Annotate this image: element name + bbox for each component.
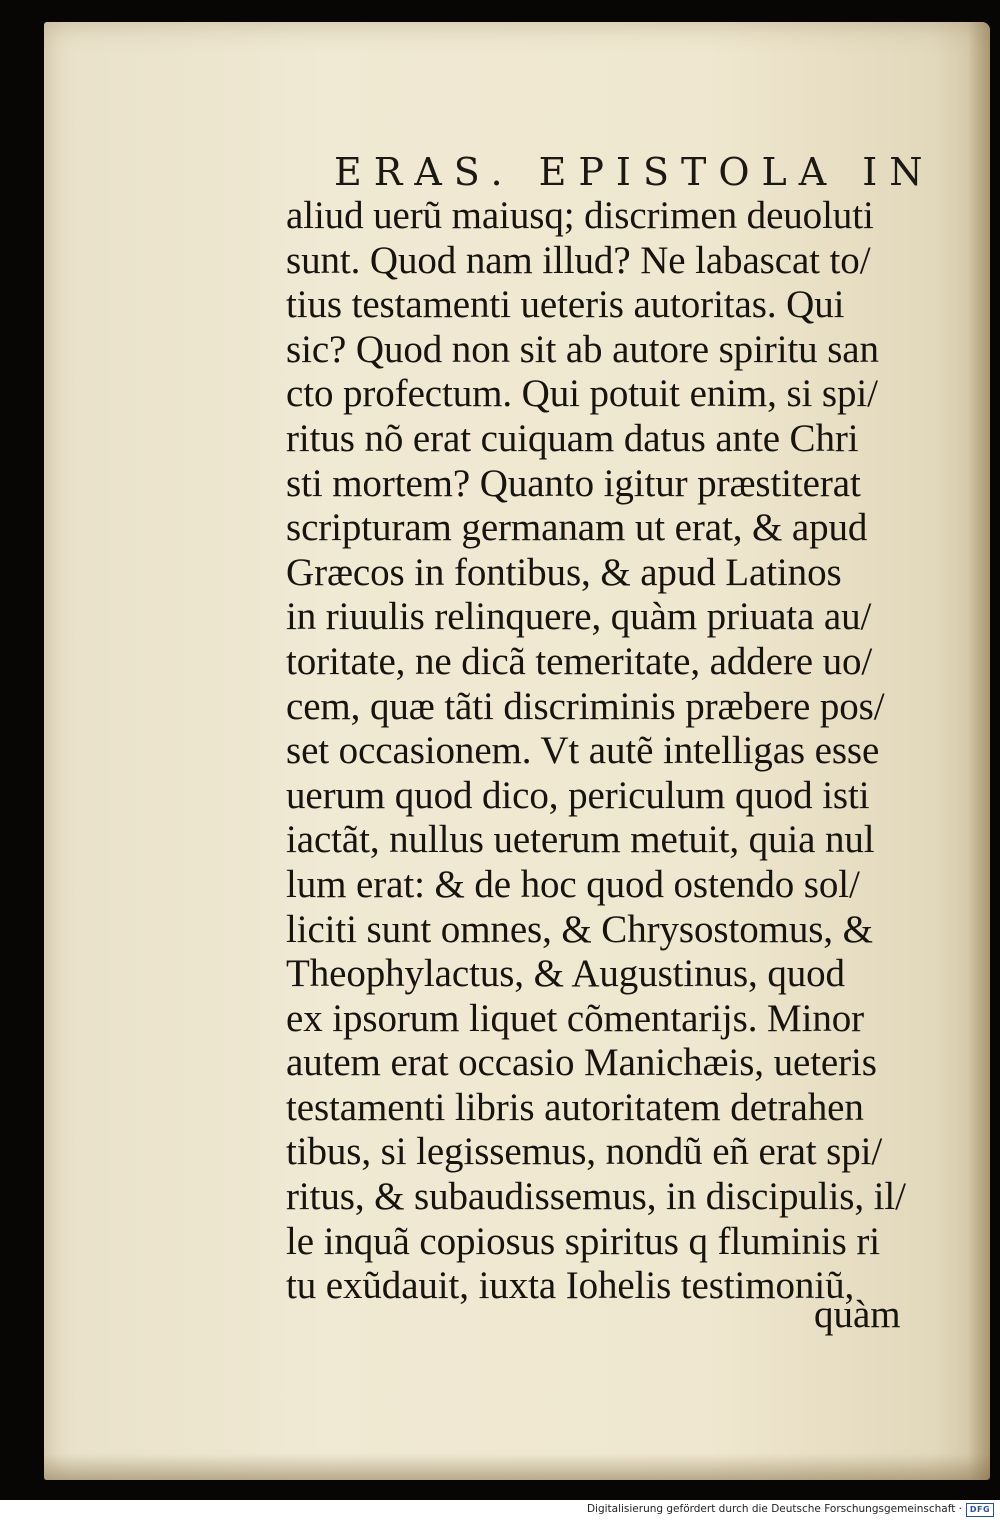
catchword: quàm [814,1293,901,1336]
text-line: in riuulis relinquere, quàm priuata au/ [286,595,872,639]
text-line: ritus, & subaudissemus, in discipulis, il/ [286,1175,906,1219]
text-line: sic? Quod non sit ab autore spiritu san [286,327,879,371]
text-line: aliud uerũ maiusq; discrimen deuoluti [286,194,874,237]
text-line: sti mortem? Quanto igitur præstiterat [286,461,861,505]
text-line: cem, quæ tãti discriminis præbere pos/ [286,684,885,728]
funding-notice: Digitalisierung gefördert durch die Deutsche Forschungsgemeinschaft · [586,1503,962,1515]
page-edge-shadow [968,22,990,1480]
text-line: Græcos in fontibus, & apud Latinos [286,550,842,594]
text-line: scripturam germanam ut erat, & apud [286,506,868,550]
text-line: testamenti libris autoritatem detrahen [286,1085,864,1129]
running-head: ERAS. EPISTOLA IN [334,150,935,194]
text-line: le inquã copiosus spiritus q fluminis ri [286,1219,880,1263]
text-line: sunt. Quod nam illud? Ne labascat to/ [286,238,871,282]
text-line: iactãt, nullus ueterum metuit, quia nul [286,818,875,862]
dfg-logo: DFG [966,1503,994,1517]
footer-bar [0,1500,1000,1520]
text-line: set occasionem. Vt autẽ intelligas esse [286,729,880,773]
text-line: ex ipsorum liquet cõmentarijs. Minor [286,996,865,1040]
text-line: Theophylactus, & Augustinus, quod [286,952,845,996]
text-line: tius testamenti ueteris autoritas. Qui [286,283,845,327]
text-line: liciti sunt omnes, & Chrysostomus, & [286,907,873,951]
text-line: uerum quod dico, periculum quod isti [286,773,870,817]
body-text [286,194,926,1309]
text-line: tibus, si legissemus, nondũ eñ erat spi/ [286,1130,883,1174]
text-line: toritate, ne dicã temeritate, addere uo/ [286,639,873,683]
page-bottom-shadow [44,1454,990,1480]
text-line: tu exũdauit, iuxta Iohelis testimoniũ, [286,1264,855,1308]
text-line: ritus nõ erat cuiquam datus ante Chri [286,416,859,460]
text-line: autem erat occasio Manichæis, ueteris [286,1041,877,1085]
text-line: cto profectum. Qui potuit enim, si spi/ [286,372,878,416]
text-line: lum erat: & de hoc quod ostendo sol/ [286,862,860,906]
